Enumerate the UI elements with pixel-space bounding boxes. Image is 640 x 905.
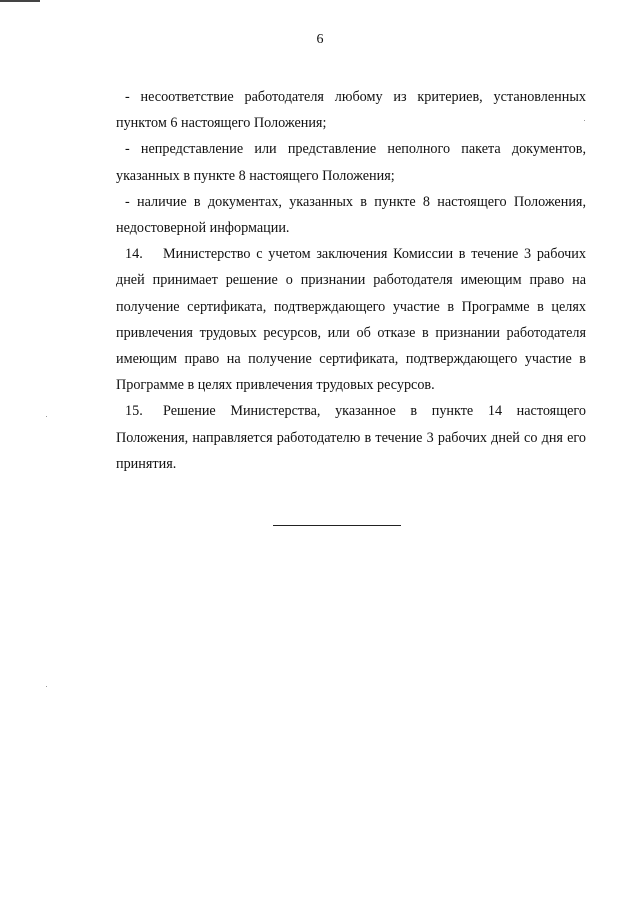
paragraph-bullet: - наличие в документах, указанных в пункте 8 настоящего Положения, недостоверной информации.	[116, 193, 586, 237]
paragraph-bullet: - непредставление или представление неполного пакета документов, указанных в пункте 8 настоящего Положения;	[116, 141, 586, 184]
scan-speck	[46, 416, 47, 417]
paragraph-item-15	[116, 398, 586, 477]
item-number: 14.	[125, 246, 143, 263]
item-text: Министерство с учетом заключения Комиссии в течение 3 рабочих дней принимает решение о признании работодателя имеющим право на получение сертификата, подтверждающего участие в Программе в целях привлечения трудовых ресурсов, или об отказе в признании работодателя имеющим право на получение сертификата, подтверждающего участие в Программе в целях привлечения трудовых ресурсов.	[116, 246, 586, 394]
item-text: Решение Министерства, указанное в пункте 14 настоящего Положения, направляется работодателю в течение 3 рабочих дней со дня его принятия.	[116, 403, 586, 472]
end-divider-line	[273, 525, 401, 526]
paragraph-bullet: - несоответствие работодателя любому из критериев, установленных пунктом 6 настоящего Положения;	[116, 89, 586, 132]
item-number: 15.	[125, 403, 143, 420]
scan-speck	[46, 686, 47, 687]
page-number: 6	[316, 32, 324, 47]
scan-corner-mark	[0, 0, 40, 2]
document-body	[116, 84, 586, 477]
paragraph-item-14	[116, 241, 586, 398]
